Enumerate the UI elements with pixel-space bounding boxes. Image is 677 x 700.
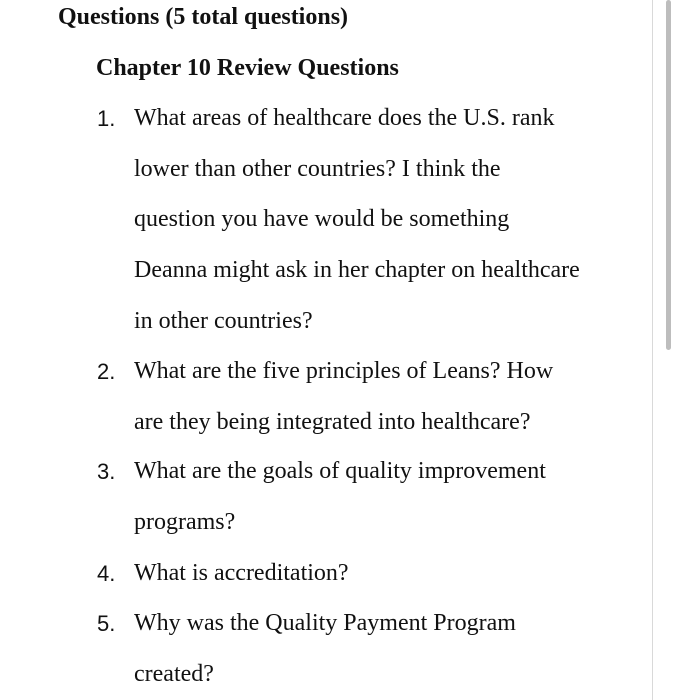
question-text-line: Why was the Quality Payment Program <box>134 610 516 636</box>
question-text-line: in other countries? <box>134 308 313 334</box>
question-text-line: What areas of healthcare does the U.S. rank <box>134 105 555 131</box>
question-text-line: created? <box>134 661 214 687</box>
question-number: 3. <box>97 459 116 484</box>
question-text-line: are they being integrated into healthcare? <box>134 409 531 435</box>
chapter-review-heading: Chapter 10 Review Questions <box>96 55 399 81</box>
questions-heading: Questions (5 total questions) <box>58 4 349 30</box>
question-text-line: Deanna might ask in her chapter on healthcare <box>134 257 580 283</box>
question-number: 5. <box>97 611 116 636</box>
question-number: 1. <box>97 106 116 131</box>
question-text-line: What are the five principles of Leans? How <box>134 358 554 384</box>
question-text-line: What is accreditation? <box>134 560 349 586</box>
question-text-line: lower than other countries? I think the <box>134 156 501 182</box>
question-number: 4. <box>97 561 116 586</box>
question-number: 2. <box>97 359 116 384</box>
question-text-line: What are the goals of quality improvement <box>134 458 546 484</box>
question-text-line: programs? <box>134 509 236 535</box>
question-text-line: question you have would be something <box>134 206 510 232</box>
